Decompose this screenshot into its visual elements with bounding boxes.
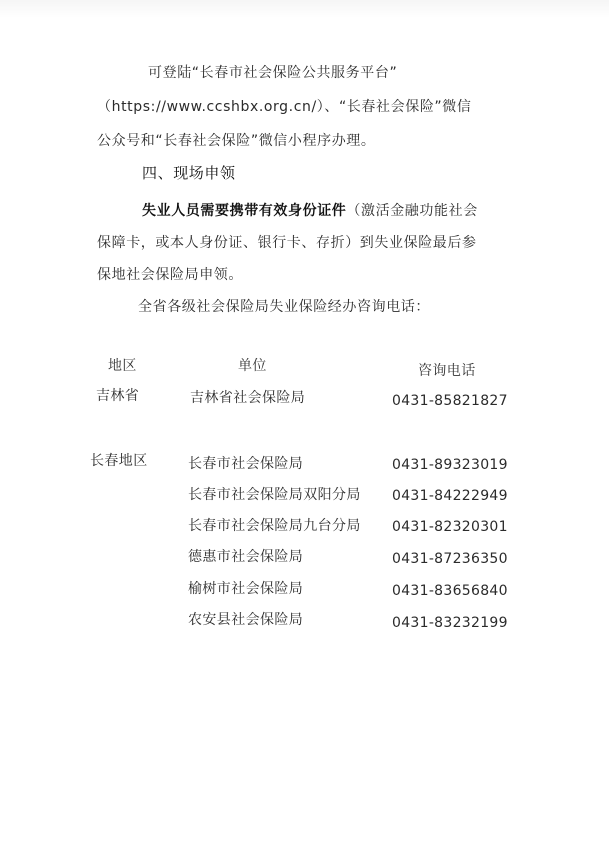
table-phone: 0431-85821827 xyxy=(392,393,508,409)
table-region: 吉林省 xyxy=(96,388,140,404)
table-phone: 0431-82320301 xyxy=(392,519,508,535)
table-header-phone: 咨询电话 xyxy=(418,363,476,379)
table-phone: 0431-84222949 xyxy=(392,488,508,504)
table-phone: 0431-87236350 xyxy=(392,551,508,567)
section-heading: 四、现场申领 xyxy=(142,164,236,182)
paragraph-line xyxy=(142,200,478,220)
paragraph-line: 公众号和“长春社会保险”微信小程序办理。 xyxy=(97,133,376,149)
table-header-unit: 单位 xyxy=(238,358,267,374)
table-unit: 吉林省社会保险局 xyxy=(190,390,306,406)
table-header-region: 地区 xyxy=(108,358,137,374)
table-unit: 长春市社会保险局九台分局 xyxy=(188,518,361,534)
emphasis-text: 失业人员需要携带有效身份证件 xyxy=(142,203,347,219)
table-unit: 德惠市社会保险局 xyxy=(188,549,304,565)
paragraph-line: （https://www.ccshbx.org.cn/）、“长春社会保险”微信 xyxy=(97,99,472,115)
table-phone: 0431-83232199 xyxy=(392,615,508,631)
paragraph-line: 保地社会保险局申领。 xyxy=(97,267,243,283)
table-phone: 0431-89323019 xyxy=(392,457,508,473)
scan-edge-shadow xyxy=(0,0,609,18)
table-phone: 0431-83656840 xyxy=(392,583,508,599)
table-unit: 农安县社会保险局 xyxy=(188,612,304,628)
table-unit: 长春市社会保险局双阳分局 xyxy=(188,487,361,503)
table-unit: 榆树市社会保险局 xyxy=(188,581,304,597)
paragraph-line: 可登陆“长春市社会保险公共服务平台” xyxy=(148,65,398,81)
paragraph-line: 全省各级社会保险局失业保险经办咨询电话： xyxy=(138,299,430,315)
table-unit: 长春市社会保险局 xyxy=(188,456,304,472)
table-region: 长春地区 xyxy=(90,453,148,469)
paragraph-text: （激活金融功能社会 xyxy=(346,203,478,219)
paragraph-line: 保障卡，或本人身份证、银行卡、存折）到失业保险最后参 xyxy=(97,235,477,251)
